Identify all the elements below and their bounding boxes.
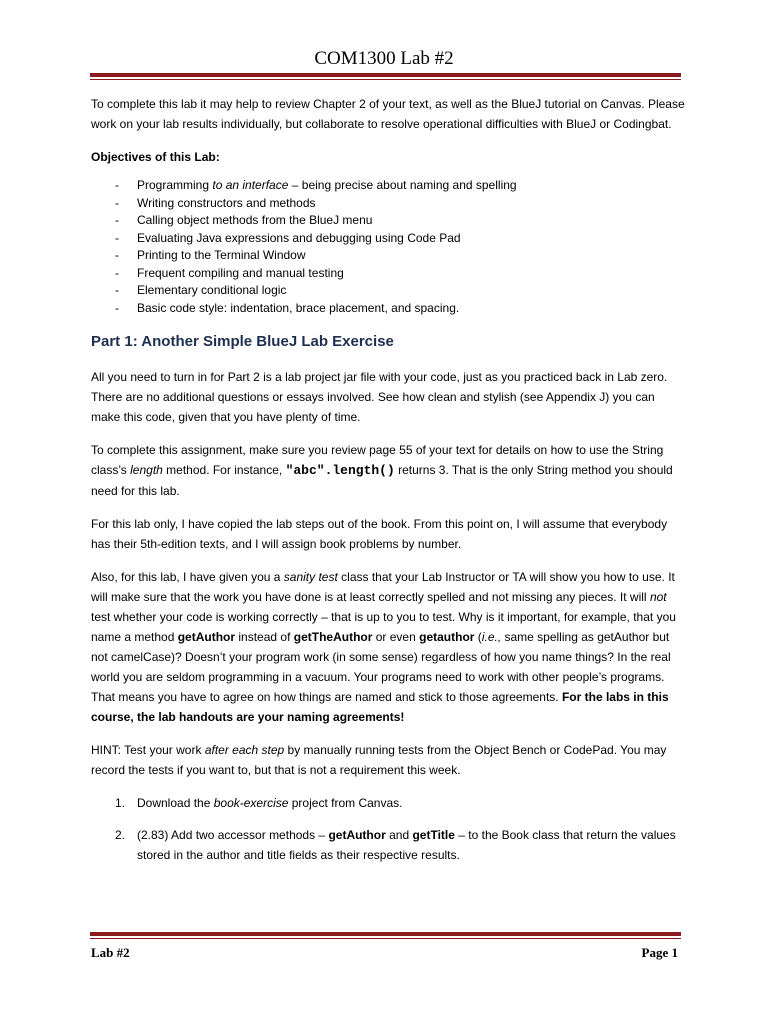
part1-paragraph-1: All you need to turn in for Part 2 is a lab project jar file with your code, just as you practiced back in Lab zero. There are no additional questions or essays involved. See how clean and stylish (see Appendix J) you can make this code, given that you have plenty of time. — [91, 370, 668, 424]
objective-item: - Calling object methods from the BlueJ menu — [91, 212, 685, 230]
footer-rule — [90, 932, 681, 936]
objectives-heading: Objectives of this Lab: — [91, 150, 220, 164]
objective-item: - Printing to the Terminal Window — [91, 247, 685, 265]
part1-heading: Part 1: Another Simple BlueJ Lab Exercise — [91, 333, 394, 350]
part1-paragraph-3: For this lab only, I have copied the lab steps out of the book. From this point on, I will assume that everybody has their 5th-edition texts, and I will assign book problems by number. — [91, 517, 668, 551]
objective-item: - Writing constructors and methods — [91, 195, 685, 213]
part1-paragraph-2: To complete this assignment, make sure you review page 55 of your text for details on how to use the String class’s length method. For instance, "abc".length() returns 3. That is the only String method you should need for this lab. — [91, 443, 673, 498]
footer-page-number: Page 1 — [641, 945, 678, 960]
objective-item: - Evaluating Java expressions and debugging using Code Pad — [91, 230, 685, 248]
objectives-list — [91, 177, 685, 317]
code-snippet: "abc".length() — [285, 463, 395, 478]
part1-paragraph-4: Also, for this lab, I have given you a sanity test class that your Lab Instructor or TA will show you how to use. It will make sure that the work you have done is at least correctly spelled and not missing any pieces. It will not test whether your code is working correctly – that is up to you to test. Why is it important, for example, that you name a method getAuthor instead of getTheAuthor or even getauthor (i.e., same spelling as getAuthor but not camelCase)? Doesn’t your program work (in some sense) regardless of how you name things? In the real world you are seldom programming in a vacuum. Your programs need to work with other people’s programs. That means you have to agree on how things are named and stick to those agreements. For the labs in this course, the lab handouts are your naming agreements! — [91, 570, 676, 724]
footer-rule-thin — [90, 938, 681, 939]
objective-item: - Elementary conditional logic — [91, 282, 685, 300]
footer-left: Lab #2 — [91, 945, 130, 960]
steps-list — [91, 793, 685, 865]
objective-item: - Basic code style: indentation, brace placement, and spacing. — [91, 300, 685, 318]
objective-item: - Frequent compiling and manual testing — [91, 265, 685, 283]
hint-paragraph: HINT: Test your work after each step by manually running tests from the Object Bench or CodePad. You may record the tests if you want to, but that is not a requirement this week. — [91, 743, 667, 777]
objective-item: - Programming to an interface – being precise about naming and spelling — [91, 177, 685, 195]
header-rule — [90, 73, 681, 77]
page-title: COM1300 Lab #2 — [314, 48, 454, 69]
document-body — [91, 94, 685, 877]
step-item: 1. Download the book-exercise project from Canvas. — [115, 796, 403, 810]
step-item: 2. (2.83) Add two accessor methods – getAuthor and getTitle – to the Book class that return the values stored in the author and title fields as their respective results. — [115, 828, 676, 862]
intro-paragraph: To complete this lab it may help to review Chapter 2 of your text, as well as the BlueJ tutorial on Canvas. Please work on your lab results individually, but collaborate to resolve operational difficulties with BlueJ or Codingbat. — [91, 97, 685, 131]
header-rule-thin — [90, 79, 681, 80]
